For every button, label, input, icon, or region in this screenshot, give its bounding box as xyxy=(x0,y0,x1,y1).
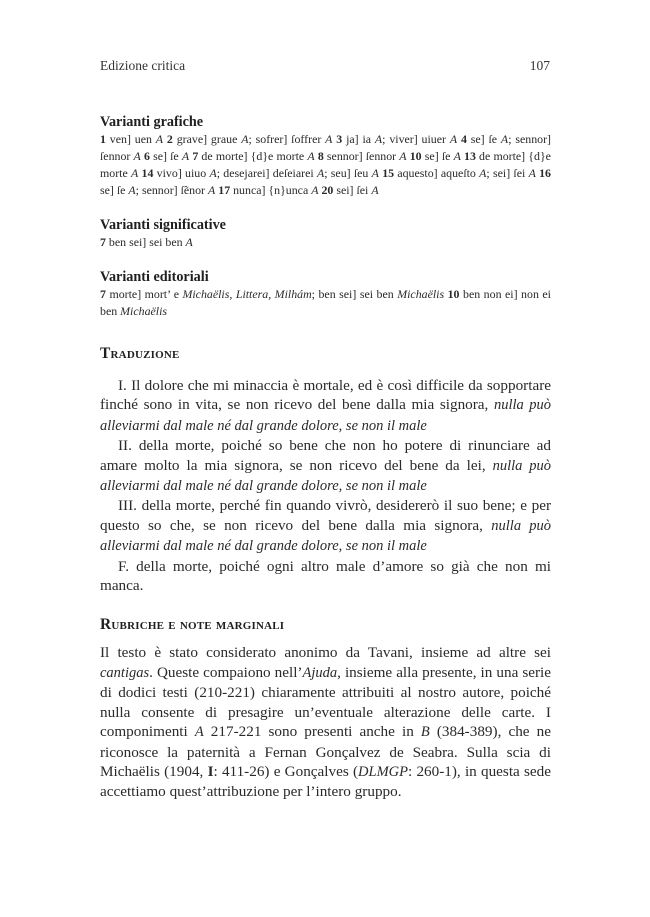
variant-text: ; ben sei] sei ben xyxy=(311,287,398,301)
variant-separator: ; sofrer] ſoffrer xyxy=(248,132,326,146)
verse-number: 7 xyxy=(192,149,199,163)
page-number: 107 xyxy=(529,58,550,73)
manuscript-siglum: A xyxy=(208,183,216,197)
manuscript-siglum: A xyxy=(181,149,190,163)
manuscript-siglum: A xyxy=(316,166,325,180)
manuscript-siglum: A xyxy=(371,183,379,197)
manuscript-siglum: A xyxy=(371,166,379,180)
refrain-text: nulla può alleviarmi dal male né dal grande dolore, se non il male xyxy=(100,517,551,555)
running-header xyxy=(100,58,550,74)
manuscript-siglum: A xyxy=(209,166,217,180)
varianti-grafiche-body xyxy=(100,131,551,199)
verse-number: 7 xyxy=(100,287,106,301)
editor-names: Michaëlis, Littera, Milhám xyxy=(182,287,312,301)
variant-text: ben sei] sei ben xyxy=(105,235,186,249)
variant-text: sennor] ſennor xyxy=(323,149,400,163)
translation-stanza-3: III. della morte, perché fin quando vivrò, desidererò il suo bene; e per questo so che, se non ricevo del bene dalla mia signora, nulla può alleviarmi dal male né dal grande dolore, se non il male xyxy=(100,497,551,555)
variant-text: se] ſe xyxy=(421,149,454,163)
verse-number: 4 xyxy=(460,132,467,146)
manuscript-siglum: A xyxy=(128,183,136,197)
variant-text: de morte] {d}e morte xyxy=(198,149,308,163)
verse-number: 14 xyxy=(141,166,154,180)
variant-text: ja] ia xyxy=(342,132,375,146)
variant-text: sei] ſei xyxy=(333,183,372,197)
variant-separator: ; sennor] ſennor xyxy=(100,132,551,163)
page-content xyxy=(100,114,551,802)
manuscript-siglum: A xyxy=(374,132,383,146)
varianti-significative-title: Varianti significative xyxy=(100,217,226,233)
verse-number: 7 xyxy=(100,235,106,249)
manuscript-siglum: A xyxy=(449,132,458,146)
variant-text: aquesto] aqueſto xyxy=(394,166,480,180)
manuscript-siglum: A xyxy=(479,166,487,180)
verse-number: 2 xyxy=(166,132,173,146)
refrain-text: nulla può alleviarmi dal male né dal grande dolore, se non il male xyxy=(100,457,551,495)
running-title: Edizione critica xyxy=(100,58,186,73)
rubriche-heading: Rubriche e note marginali xyxy=(100,616,285,634)
manuscript-siglum: A xyxy=(325,132,333,146)
variant-text: de morte] {d}e morte xyxy=(100,149,551,180)
verse-number: 15 xyxy=(382,166,395,180)
manuscript-siglum: A xyxy=(133,149,141,163)
variant-separator: ; sei] ſei xyxy=(486,166,529,180)
variant-text: nunca] {n}unca xyxy=(230,183,312,197)
verse-number: 6 xyxy=(143,149,150,163)
verse-number: 10 xyxy=(409,149,422,163)
variant-text: se] ſe xyxy=(149,149,182,163)
verse-number: 16 xyxy=(539,166,551,180)
variant-text: ben non ei] non ei ben xyxy=(100,287,551,318)
varianti-editoriali-title: Varianti editoriali xyxy=(100,269,209,285)
verse-number: 13 xyxy=(464,149,476,163)
variant-text: se] ſe xyxy=(466,132,501,146)
refrain-text: nulla può alleviarmi dal male né dal grande dolore, se non il male xyxy=(100,397,551,434)
variant-text: ven] uen xyxy=(105,132,156,146)
manuscript-siglum: A xyxy=(528,166,536,180)
verse-number: 8 xyxy=(317,149,324,163)
varianti-significative-body xyxy=(100,234,551,251)
manuscript-siglum: A xyxy=(185,235,193,249)
varianti-editoriali-body xyxy=(100,286,551,320)
variant-separator: ; sennor] ſẽnor xyxy=(135,183,208,197)
manuscript-siglum: A xyxy=(399,149,407,163)
verse-number: 20 xyxy=(321,183,334,197)
traduzione-heading: Traduzione xyxy=(100,345,180,362)
editor-names: Michaëlis xyxy=(120,304,168,318)
variant-text: grave] graue xyxy=(172,132,242,146)
manuscript-siglum: A xyxy=(241,132,249,146)
verse-number: 10 xyxy=(447,287,460,301)
variant-separator: ; desejarei] deſeiarei xyxy=(216,166,317,180)
manuscript-siglum: A xyxy=(500,132,509,146)
translation-fiinda: F. della morte, poiché ogni altro male d’amore so già che non mi manca. xyxy=(100,557,551,595)
variant-text: morte] mort’ e xyxy=(105,287,183,301)
editor-names: Michaëlis xyxy=(397,287,445,301)
variant-text: se] ſe xyxy=(100,183,129,197)
verse-number: 3 xyxy=(336,132,343,146)
verse-number: 17 xyxy=(218,183,231,197)
translation-stanza-1: I. Il dolore che mi minaccia è mortale, ed è così difficile da sopportare finché sono in vita, se non ricevo del bene dalla mia signora, nulla può alleviarmi dal male né dal grande dolore, se non il male xyxy=(100,377,551,434)
variant-separator: ; seu] ſeu xyxy=(324,166,372,180)
manuscript-siglum: A xyxy=(307,149,315,163)
rubriche-paragraph: Il testo è stato considerato anonimo da Tavani, insieme ad altre sei cantigas. Queste compaiono nell’Ajuda, insieme alla presente, in una serie di dodici testi (210-221) chiaramente attribuiti al nostro autore, poiché nulla consente di presagire un’eventuale alterazione delle carte. I componimenti A 217-221 sono presenti anche in B (384-389), che ne riconosce la paternità a Fernan Gonçalvez de Seabra. Sulla scia di Michaëlis (1904, I: 411-26) e Gonçalves (DLMGP: 260-1), in questa sede accettiamo quest’attribuzione per l’intero gruppo. xyxy=(100,644,552,801)
manuscript-siglum: A xyxy=(131,166,139,180)
variant-separator: ; viver] uiuer xyxy=(382,132,450,146)
manuscript-siglum: A xyxy=(155,132,164,146)
verse-number: 1 xyxy=(100,132,106,146)
translation-stanza-2: II. della morte, poiché so bene che non ho potere di rinunciare ad amare molto la mia signora, se non ricevo del bene da lei, nulla può alleviarmi dal male né dal grande dolore, se non il male xyxy=(100,437,551,495)
varianti-grafiche-title: Varianti grafiche xyxy=(100,114,204,130)
variant-text: vivo] uiuo xyxy=(153,166,210,180)
manuscript-siglum: A xyxy=(311,183,319,197)
manuscript-siglum: A xyxy=(453,149,461,163)
